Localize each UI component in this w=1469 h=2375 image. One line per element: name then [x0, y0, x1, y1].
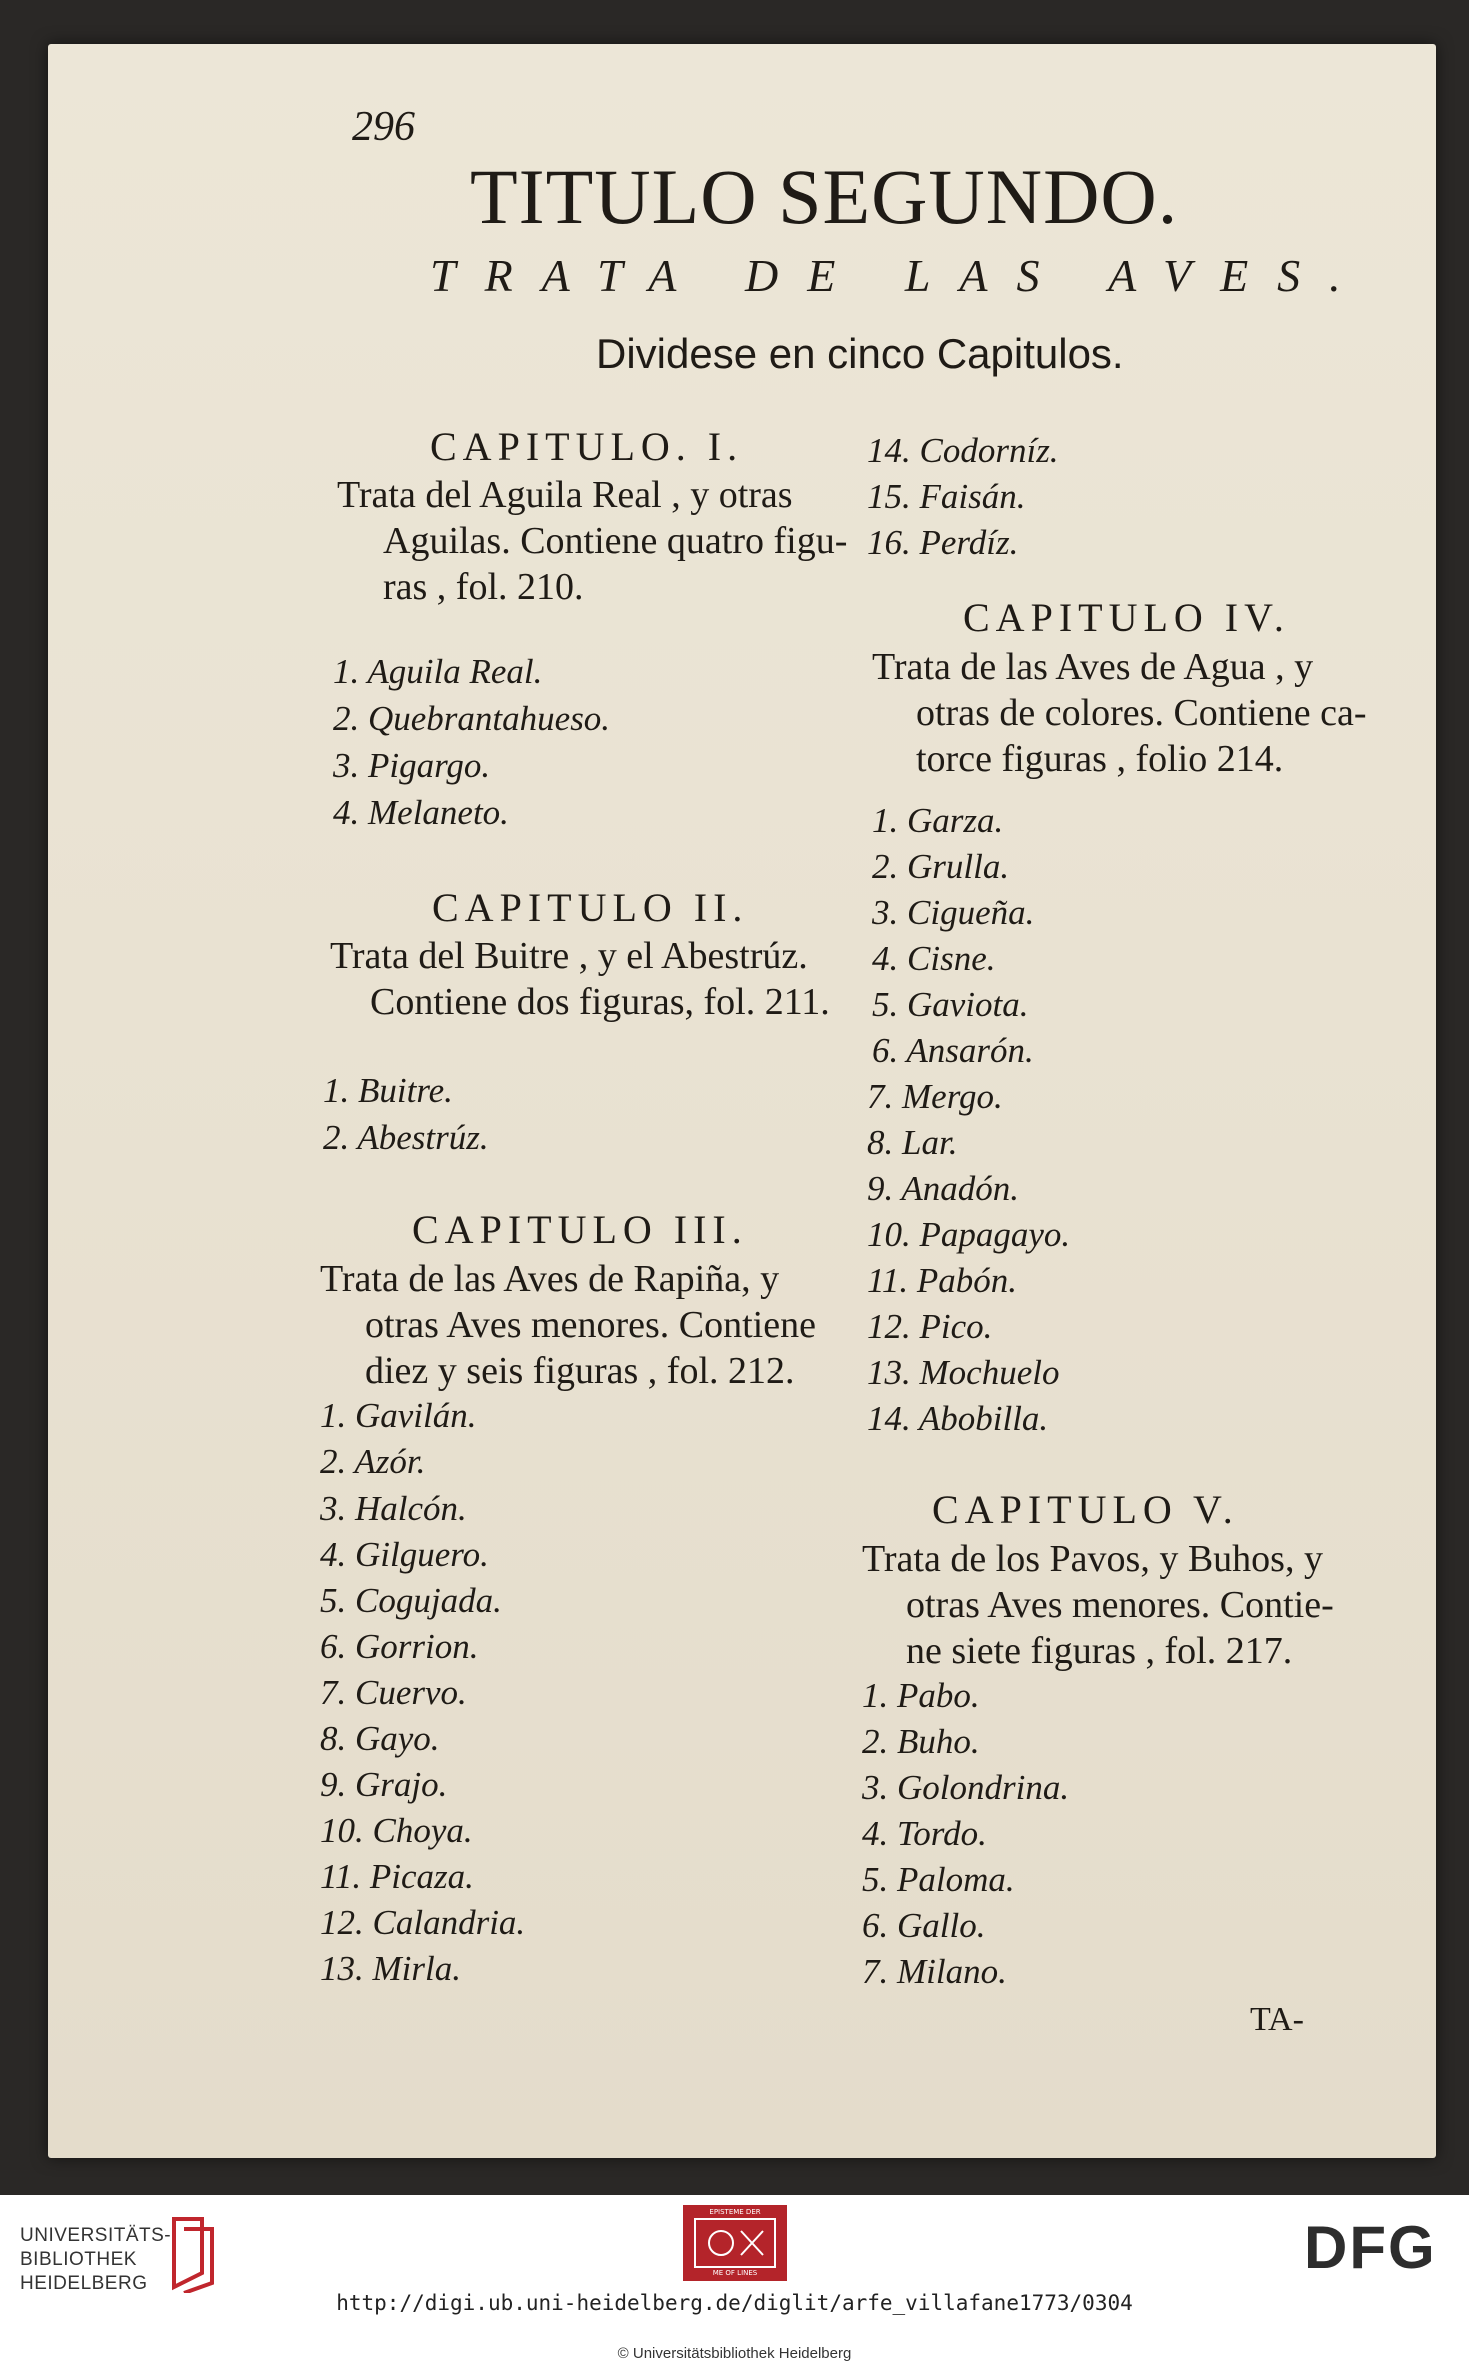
chapter-3-item: 7. Cuervo. — [320, 1673, 467, 1712]
chapter-4-item: 14. Abobilla. — [867, 1399, 1049, 1438]
chapter-1-item: 3. Pigargo. — [333, 746, 491, 785]
chapter-3-item: 13. Mirla. — [320, 1949, 461, 1988]
chapter-2-heading: CAPITULO II. — [432, 885, 749, 930]
chapter-3-item: 10. Choya. — [320, 1811, 473, 1850]
chapter-5-heading: CAPITULO V. — [932, 1487, 1239, 1532]
chapter-5-desc-line: Trata de los Pavos, y Buhos, y — [862, 1538, 1323, 1580]
chapter-1-item: 2. Quebrantahueso. — [333, 699, 611, 738]
permalink-url[interactable]: http://digi.ub.uni-heidelberg.de/diglit/arfe_villafane1773/0304 — [336, 2291, 1133, 2315]
chapter-5-desc-line: otras Aves menores. Contie- — [906, 1584, 1334, 1626]
division-note: Dividese en cinco Capitulos. — [596, 330, 1124, 377]
chapter-1-desc-line: Aguilas. Contiene quatro figu- — [383, 520, 848, 562]
chapter-5-item: 7. Milano. — [862, 1952, 1007, 1991]
chapter-4-item: 13. Mochuelo — [867, 1353, 1060, 1392]
chapter-2-item: 1. Buitre. — [323, 1071, 453, 1110]
library-name-line: BIBLIOTHEK — [20, 2249, 137, 2270]
chapter-1-desc-line: Trata del Aguila Real , y otras — [337, 474, 793, 516]
chapter-3-item: 6. Gorrion. — [320, 1627, 479, 1666]
chapter-4-item: 5. Gaviota. — [872, 985, 1029, 1024]
chapter-4-desc-line: torce figuras , folio 214. — [916, 738, 1284, 780]
project-emblem[interactable] — [683, 2205, 787, 2281]
chapter-4-heading: CAPITULO IV. — [963, 595, 1290, 640]
chapter-2-item: 2. Abestrúz. — [323, 1118, 489, 1157]
viewer-footer — [0, 2195, 1469, 2375]
catchword: TA- — [1250, 2001, 1304, 2038]
library-name-line: HEIDELBERG — [20, 2273, 148, 2294]
chapter-4-item: 12. Pico. — [867, 1307, 993, 1346]
chapter-3-item: 9. Grajo. — [320, 1765, 448, 1804]
chapter-3-desc-line: otras Aves menores. Contiene — [365, 1304, 816, 1346]
chapter-1-desc-line: ras , fol. 210. — [383, 566, 584, 608]
chapter-4-desc-line: otras de colores. Contiene ca- — [916, 692, 1367, 734]
chapter-1-item: 4. Melaneto. — [333, 793, 509, 832]
chapter-4-item: 6. Ansarón. — [872, 1031, 1034, 1070]
chapter-3-desc-line: diez y seis figuras , fol. 212. — [365, 1350, 795, 1392]
chapter-3-item: 8. Gayo. — [320, 1719, 440, 1758]
chapter-3-item: 2. Azór. — [320, 1442, 426, 1481]
chapter-1-heading: CAPITULO. I. — [430, 424, 744, 469]
chapter-4-item: 8. Lar. — [867, 1123, 958, 1162]
chapter-4-item: 9. Anadón. — [867, 1169, 1019, 1208]
chapter-5-item: 5. Paloma. — [862, 1860, 1015, 1899]
chapter-3-item: 12. Calandria. — [320, 1903, 526, 1942]
chapter-4-item: 3. Cigueña. — [872, 893, 1035, 932]
library-name-line: UNIVERSITÄTS- — [20, 2225, 172, 2246]
chapter-4-item: 1. Garza. — [872, 801, 1004, 840]
chapter-2-desc-line: Contiene dos figuras, fol. 211. — [370, 981, 830, 1023]
chapter-4-item: 4. Cisne. — [872, 939, 996, 978]
chapter-3-item: 14. Codorníz. — [867, 431, 1059, 470]
dfg-logo[interactable]: DFG — [1304, 2214, 1437, 2281]
library-mark-icon — [168, 2213, 224, 2293]
chapter-4-item: 2. Grulla. — [872, 847, 1010, 886]
chapter-4-item: 7. Mergo. — [867, 1077, 1003, 1116]
chapter-5-desc-line: ne siete figuras , fol. 217. — [906, 1630, 1293, 1672]
emblem-text-top: EPISTEME DER — [709, 2208, 761, 2216]
chapter-3-item: 15. Faisán. — [867, 477, 1026, 516]
page-number: 296 — [352, 104, 415, 150]
chapter-1-item: 1. Aguila Real. — [333, 652, 543, 691]
page-subtitle: TRATA DE LAS AVES. — [430, 250, 1370, 301]
chapter-2-desc-line: Trata del Buitre , y el Abestrúz. — [330, 935, 808, 977]
chapter-3-item: 11. Picaza. — [320, 1857, 474, 1896]
chapter-4-item: 10. Papagayo. — [867, 1215, 1071, 1254]
chapter-5-item: 4. Tordo. — [862, 1814, 987, 1853]
chapter-3-item: 5. Cogujada. — [320, 1581, 502, 1620]
chapter-4-item: 11. Pabón. — [867, 1261, 1018, 1300]
copyright-notice: © Universitätsbibliothek Heidelberg — [617, 2345, 852, 2362]
chapter-3-desc-line: Trata de las Aves de Rapiña, y — [320, 1258, 780, 1300]
chapter-3-item: 1. Gavilán. — [320, 1396, 477, 1435]
chapter-5-item: 1. Pabo. — [862, 1676, 980, 1715]
chapter-3-heading: CAPITULO III. — [412, 1207, 748, 1252]
chapter-5-item: 6. Gallo. — [862, 1906, 986, 1945]
chapter-3-item: 16. Perdíz. — [867, 523, 1019, 562]
chapter-3-item: 4. Gilguero. — [320, 1535, 489, 1574]
chapter-3-item: 3. Halcón. — [320, 1489, 467, 1528]
chapter-5-item: 3. Golondrina. — [862, 1768, 1070, 1807]
emblem-text-bottom: ME OF LINES — [712, 2269, 758, 2277]
chapter-4-desc-line: Trata de las Aves de Agua , y — [872, 646, 1314, 688]
chapter-5-item: 2. Buho. — [862, 1722, 980, 1761]
page-title: TITULO SEGUNDO. — [470, 153, 1179, 240]
